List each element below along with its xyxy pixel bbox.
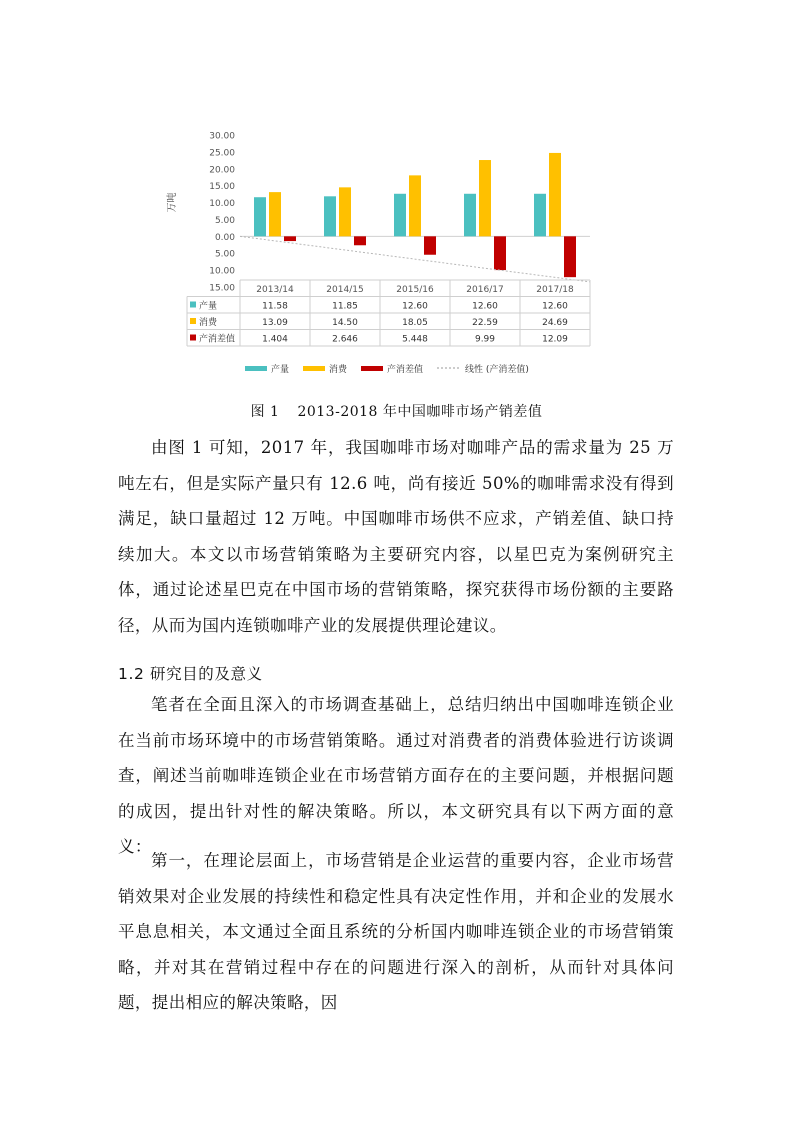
coffee-production-consumption-chart — [165, 122, 605, 387]
bar-产消差值-2017/18 — [564, 236, 576, 277]
y-tick-label: 5.00 — [214, 215, 235, 226]
body-paragraph-3: 第一，在理论层面上，市场营销是企业运营的重要内容，企业市场营销效果对企业发展的持续性和稳定性具有决定性作用，并和企业的发展水平息息相关，本文通过全面且系统的分析国内咖啡连锁企业的市场营销策略，并对其在营销过程中存在的问题进行深入的剖析，从而针对具体问题，提出相应的解决策略，因 — [118, 851, 674, 1012]
category-label: 2014/15 — [326, 285, 364, 295]
legend-label-trendline: 线性 (产消差值) — [465, 365, 529, 375]
legend-key — [245, 366, 267, 371]
data-label: 9.99 — [474, 334, 496, 345]
bar-消费-2015/16 — [409, 175, 421, 236]
data-label: 11.85 — [332, 301, 358, 312]
data-label: 11.58 — [262, 301, 288, 312]
data-label: 1.404 — [262, 334, 288, 345]
y-tick-label: 20.00 — [209, 165, 235, 176]
data-label: 22.59 — [472, 318, 498, 328]
data-label: 12.60 — [542, 301, 568, 312]
data-label: 12.09 — [542, 334, 568, 345]
bar-消费-2013/14 — [269, 192, 281, 236]
legend-label: 产消差值 — [387, 365, 424, 375]
bar-产量-2015/16 — [394, 194, 406, 237]
bar-产消差值-2015/16 — [424, 236, 436, 254]
bar-消费-2017/18 — [549, 153, 561, 236]
y-tick-label: 25.00 — [209, 148, 235, 159]
data-label: 5.448 — [402, 334, 428, 345]
trendline — [240, 236, 590, 282]
bar-产量-2013/14 — [254, 197, 266, 236]
bar-消费-2014/15 — [339, 187, 351, 236]
y-tick-label: 10.00 — [209, 266, 235, 277]
y-tick-label: 10.00 — [209, 199, 235, 210]
bar-产消差值-2016/17 — [494, 236, 506, 270]
figure-caption-text: 2013-2018 年中国咖啡市场产销差值 — [297, 404, 543, 420]
bar-消费-2016/17 — [479, 160, 491, 236]
category-label: 2013/14 — [256, 285, 294, 295]
table-legend-key — [190, 335, 196, 341]
bar-产量-2014/15 — [324, 196, 336, 236]
data-label: 13.09 — [262, 318, 288, 328]
section-heading: 1.2 研究目的及意义 — [118, 665, 263, 683]
category-label: 2016/17 — [466, 285, 504, 295]
bar-产量-2017/18 — [534, 194, 546, 237]
data-label: 12.60 — [472, 301, 498, 312]
y-tick-label: 15.00 — [209, 182, 235, 193]
bar-产量-2016/17 — [464, 194, 476, 237]
data-label: 18.05 — [402, 318, 428, 328]
legend-key — [361, 366, 383, 371]
table-legend-key — [190, 302, 196, 308]
figure-caption — [0, 401, 793, 421]
y-tick-label: 5.00 — [214, 249, 235, 260]
data-label: 2.646 — [332, 334, 358, 345]
legend-key — [303, 366, 325, 371]
body-paragraph-2: 笔者在全面且深入的市场调查基础上，总结归纳出中国咖啡连锁企业在当前市场环境中的市场营销策略。通过对消费者的消费体验进行访谈调查，阐述当前咖啡连锁企业在市场营销方面存在的主要问题，并根据问题的成因，提出针对性的解决策略。所以，本文研究具有以下两方面的意义： — [118, 695, 674, 856]
data-label: 14.50 — [332, 318, 358, 328]
bar-产消差值-2014/15 — [354, 236, 366, 245]
bar-产消差值-2013/14 — [284, 236, 296, 241]
data-label: 24.69 — [542, 318, 568, 328]
y-tick-label: 30.00 — [209, 131, 235, 142]
y-tick-label: 15.00 — [209, 283, 235, 294]
table-series-name: 产消差值 — [199, 334, 236, 345]
table-series-name: 消费 — [199, 318, 218, 328]
legend-label: 产量 — [271, 365, 290, 375]
table-legend-key — [190, 318, 196, 324]
data-label: 12.60 — [402, 301, 428, 312]
y-axis-label: 万吨 — [167, 192, 178, 213]
body-paragraph-1: 由图 1 可知，2017 年，我国咖啡市场对咖啡产品的需求量为 25 万吨左右，但是实际产量只有 12.6 吨，尚有接近 50%的咖啡需求没有得到满足，缺口量超过 12 万吨。中国咖啡市场供不应求，产销差值、缺口持续加大。本文以市场营销策略为主要研究内容，以星巴克为案例研究主体，通过论述星巴克在中国市场的营销策略，探究获得市场份额的主要路径，从而为国内连锁咖啡产业的发展提供理论建议。 — [118, 438, 674, 635]
legend-label: 消费 — [329, 365, 348, 375]
category-label: 2017/18 — [536, 285, 574, 295]
y-tick-label: 0.00 — [214, 232, 235, 243]
figure-number: 图 1 — [250, 404, 280, 420]
category-label: 2015/16 — [396, 285, 434, 295]
table-series-name: 产量 — [199, 301, 218, 312]
